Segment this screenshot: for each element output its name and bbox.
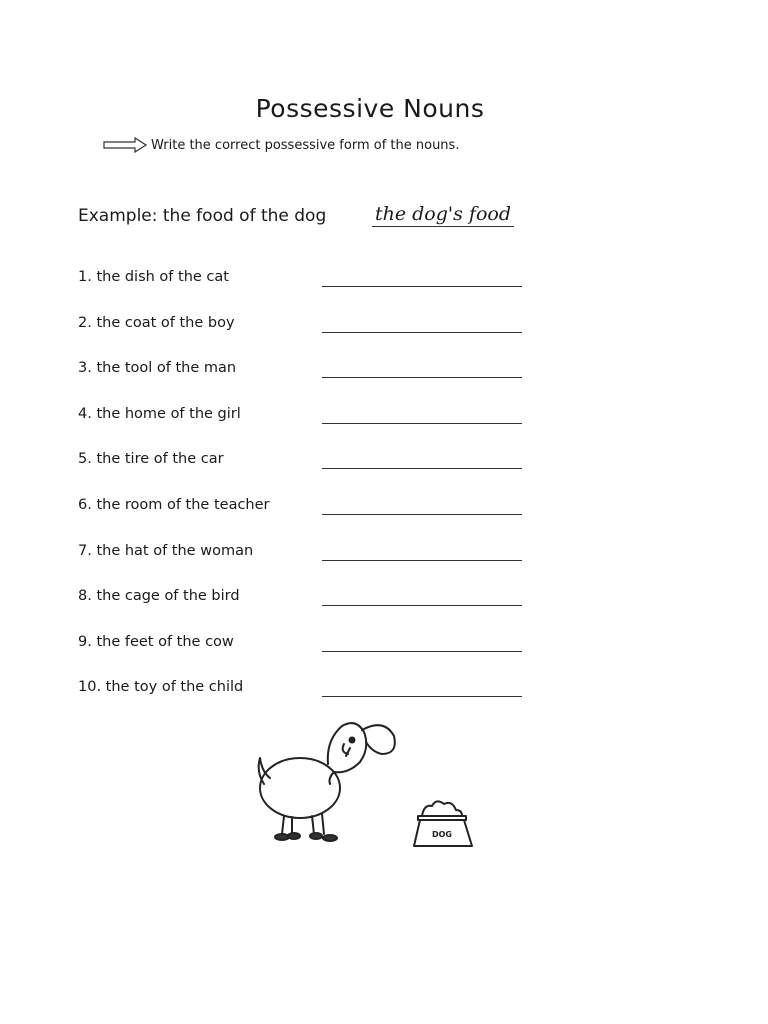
instruction-row [103,134,459,156]
exercise-item [78,538,538,584]
answer-line[interactable] [322,377,522,378]
arrow-right-icon [103,137,147,153]
exercise-prompt: 9. the feet of the cow [78,633,234,650]
dog-bowl [414,801,472,846]
exercise-prompt: 4. the home of the girl [78,405,241,422]
answer-line[interactable] [322,696,522,697]
exercise-prompt: 3. the tool of the man [78,360,237,377]
page-title: Possessive Nouns [255,94,485,123]
answer-line[interactable] [322,286,522,287]
dog-illustration [248,712,488,862]
example-answer: the dog's food [372,202,514,227]
exercise-prompt: 1. the dish of the cat [78,269,229,285]
exercise-item [78,583,538,629]
exercise-list [78,264,538,720]
instruction-text: Write the correct possessive form of the nouns. [151,137,460,153]
example-prompt: Example: the food of the dog [78,206,327,226]
exercise-item [78,629,538,675]
bowl-label: DOG [431,830,453,839]
answer-line[interactable] [322,468,522,469]
answer-line[interactable] [322,423,522,424]
dog-drawing [259,723,395,841]
exercise-item [78,355,538,401]
exercise-item [78,264,538,310]
exercise-prompt: 6. the room of the teacher [78,496,270,513]
answer-line[interactable] [322,651,522,652]
example-row [78,202,548,232]
answer-line[interactable] [322,514,522,515]
exercise-prompt: 2. the coat of the boy [78,314,235,331]
exercise-prompt: 7. the hat of the woman [78,542,254,559]
exercise-prompt: 5. the tire of the car [78,451,224,468]
exercise-item [78,310,538,356]
exercise-item [78,401,538,447]
answer-line[interactable] [322,605,522,606]
exercise-prompt: 8. the cage of the bird [78,588,240,605]
exercise-item [78,446,538,492]
exercise-prompt: 10. the toy of the child [78,679,244,696]
answer-line[interactable] [322,560,522,561]
answer-line[interactable] [322,332,522,333]
exercise-item [78,492,538,538]
